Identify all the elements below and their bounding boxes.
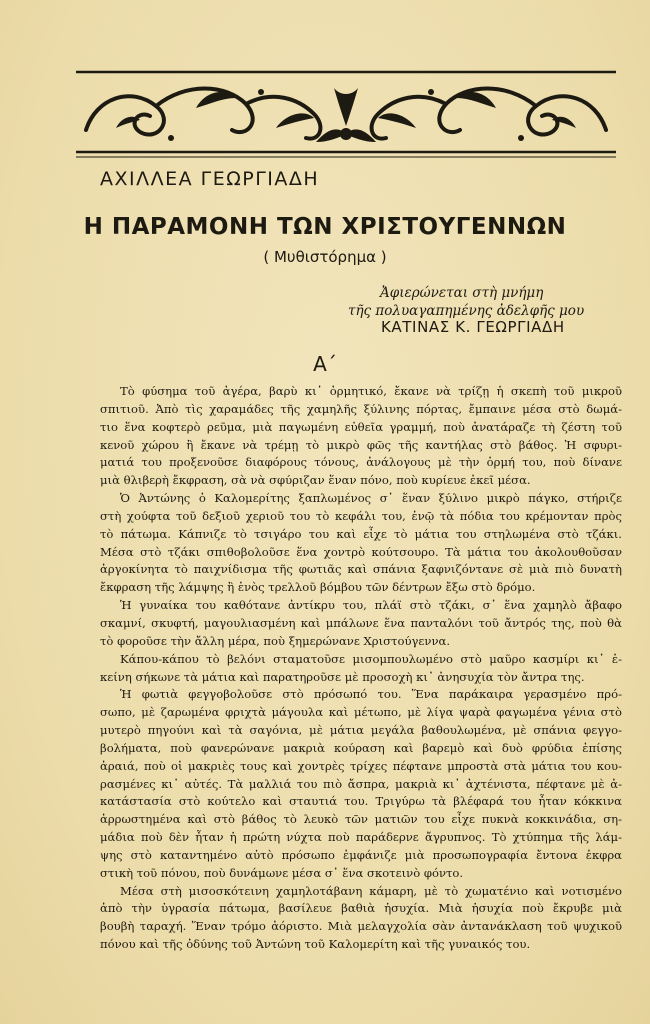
book-subtitle: ( Μυθιστόρημα ): [263, 248, 387, 266]
text-line: στικὴ τοῦ πόνου, ποὺ δυνάμωνε μέσα σ᾿ ἕνα σκοτεινὸ φόντο.: [100, 865, 464, 880]
text-line: ἀπὸ τὴν ὑγρασία πάτωμα, βασίλευε βαθιὰ ἡσυχία. Μιὰ ἡσυχία ποὺ ἔκρυβε μιὰ: [100, 901, 622, 916]
author-name: ΑΧΙΛΛΕΑ ΓΕΩΡΓΙΑΔΗ: [100, 168, 320, 190]
text-line: κατάστασία στὸ κούτελο καὶ σταυτιά του. Τριγύρω τὰ βλέφαρά του ἦταν κόκκινα: [100, 794, 622, 809]
text-line: πόνου καὶ τῆς ὀδύνης τοῦ Ἀντώνη τοῦ Καλομερίτη καὶ τῆς γυναικός του.: [100, 937, 531, 952]
book-title: Η ΠΑΡΑΜΟΝΗ ΤΩΝ ΧΡΙΣΤΟΥΓΕΝΝΩΝ: [83, 214, 567, 240]
text-line: ἔκφραση τῆς λάμψης ἢ ἑνὸς τρελλοῦ βόμβου τῶν δέντρων ἔξω στὸ δρόμο.: [100, 580, 536, 595]
text-line: μιὰ θλιβερὴ ἔκφραση, σὰ νὰ σφύριζαν ἕναν πόνο, ποὺ κυρίευε ἐκεῖ μέσα.: [100, 473, 531, 488]
text-line: ἀραιά, ποὺ οἱ μακριὲς τους καὶ χοντρὲς τρίχες πέφτανε μπροστὰ στὰ μάτια του κου-: [100, 758, 622, 773]
text-line: ρασμένες κι᾿ αὐτές. Τὰ μαλλιά του πιὸ ἄσπρα, μακριὰ κι᾿ ἀχτένιστα, πέφτανε μὲ ἀ-: [100, 776, 622, 791]
chapter-heading: Α΄: [313, 352, 337, 376]
text-line: Ἡ φωτιὰ φεγγοβολοῦσε στὸ πρόσωπό του. Ἕνα παράκαιρα γερασμένο πρό-: [120, 687, 622, 702]
text-line: Κάπου-κάπου τὸ βελόνι σταματοῦσε μισομπουλωμένο στὸ μαῦρο κασμίρι κι᾿ ἐ-: [120, 651, 622, 666]
text-line: Τὸ φύσημα τοῦ ἀγέρα, βαρὺ κι᾿ ὁρμητικό, ἔκανε νὰ τρίζῃ ἡ σκεπὴ τοῦ μικροῦ: [120, 384, 622, 398]
text-line: Μέσα στὸ τζάκι σπιθοβολοῦσε ἕνα χοντρὸ κούτσουρο. Τὰ μάτια του ἀκολουθοῦσαν: [100, 544, 622, 559]
text-line: ματιά του προξενοῦσε διαφόρους τόνους, ἀνάλογους μὲ τὴν ὁρμή του, ποὺ δίνανε: [100, 455, 622, 470]
text-line: σωπο, μὲ ζαρωμένα φριχτὰ μάγουλα καὶ μέτωπο, μὲ λίγα ψαρὰ φαγωμένα γένια στὸ: [100, 705, 622, 720]
decorative-header-ornament: [76, 68, 616, 160]
text-line: ἀρρωστημένα καὶ στὸ βάθος τὸ λευκὸ τῶν ματιῶν του εἶχε πυκνὰ κοκκινάδια, ση-: [100, 812, 622, 827]
text-line: τὸ πάτωμα. Κάπνιζε τὸ τσιγάρο του καὶ εἶχε τὸ μάτια του στηλωμένα στὸ τζάκι.: [100, 526, 622, 541]
dedication-line-2: τῆς πολυαγαπημένης ἀδελφῆς μου: [348, 303, 585, 319]
text-line: Μέσα στὴ μισοσκότεινη χαμηλοτάβανη κάμαρη, μὲ τὸ χωματένιο καὶ νοτισμένο: [120, 883, 622, 898]
text-line: βουβὴ ταραχή. Ἕναν τρόμο ἀόριστο. Μιὰ μελαγχολία σὰν ἀντανάκλαση τοῦ ψυχικοῦ: [100, 919, 622, 934]
text-line: μυτερὸ πηγούνι καὶ τὰ σαγόνια, μὲ μάτια μεγάλα βαθουλωμένα, μὲ σπάνια φεγγο-: [100, 723, 622, 738]
text-line: στὴ χούφτα τοῦ δεξιοῦ χεριοῦ του τὸ κεφάλι του, ἐνῷ τὰ πόδια του κρέμονταν πρὸς: [100, 508, 622, 523]
body-text: [100, 383, 622, 954]
text-line: κείνη σήκωνε τὰ μάτια καὶ παρατηροῦσε μὲ προσοχὴ κι᾿ ἀνησυχία τὸν ἄντρα της.: [100, 669, 585, 684]
text-line: τιο ἕνα κοφτερὸ ρεῦμα, μιὰ παγωμένη εὐθεῖα γραμμή, ποὺ ἀνατάραζε τὴ ζέστη τοῦ: [100, 419, 622, 434]
text-line: τὸ φοροῦσε τὴν ἄλλη μέρα, ποὺ ξημερώνανε Χριστούγεννα.: [100, 633, 451, 648]
text-line: κενοῦ χώρου ἢ ἔκανε νὰ τρέμῃ τὸ μικρὸ φῶς τῆς καντήλας στὸ βάθος. Ἡ σφυρι-: [100, 437, 622, 452]
dedication-line-1: Ἀφιερώνεται στὴ μνήμη: [380, 285, 544, 301]
text-line: Ὁ Ἀντώνης ὁ Καλομερίτης ξαπλωμένος σ᾿ ἕναν ξύλινο μικρὸ πάγκο, στήριζε: [120, 491, 622, 506]
text-line: Ἡ γυναίκα του καθότανε ἀντίκρυ του, πλάϊ στὸ τζάκι, σ᾿ ἕνα χαμηλὸ ἄβαφο: [120, 598, 622, 613]
text-line: σπιτιοῦ. Ἀπὸ τὶς χαραμάδες τῆς χαμηλῆς ξύλινης πόρτας, ἔμπαινε μέσα στὸ δωμά-: [100, 401, 622, 416]
text-line: ἀργοκίνητα τὸ παιχνίδισμα τῆς φωτιᾶς καὶ σπάνια ξαφνιζόντανε σὲ μιὰ πιὸ δυνατὴ: [100, 562, 622, 577]
text-line: ψης στὸ καταντημένο αὐτὸ πρόσωπο ἐμφάνιζε μιὰ προσωπογραφία ἔντονα ἐκφρα: [100, 847, 622, 862]
dedication-name: ΚΑΤΙΝΑΣ Κ. ΓΕΩΡΓΙΑΔΗ: [381, 318, 565, 336]
text-line: βολήματα, ποὺ φανερώνανε μακριὰ κούραση καὶ βαρεμὸ καὶ δυὸ φρύδια ἐπίσης: [100, 740, 622, 755]
text-line: σκαμνί, σκυφτή, μαγουλιασμένη καὶ μπάλωνε ἕνα πανταλόνι τοῦ ἄντρός της, ποὺ θὰ: [100, 615, 622, 630]
text-line: μάδια ποὺ δὲν ἦταν ἡ πρώτη νύχτα ποὺ παράδερνε ἄγρυπνος. Τὸ χτύπημα τῆς λάμ-: [100, 830, 622, 845]
